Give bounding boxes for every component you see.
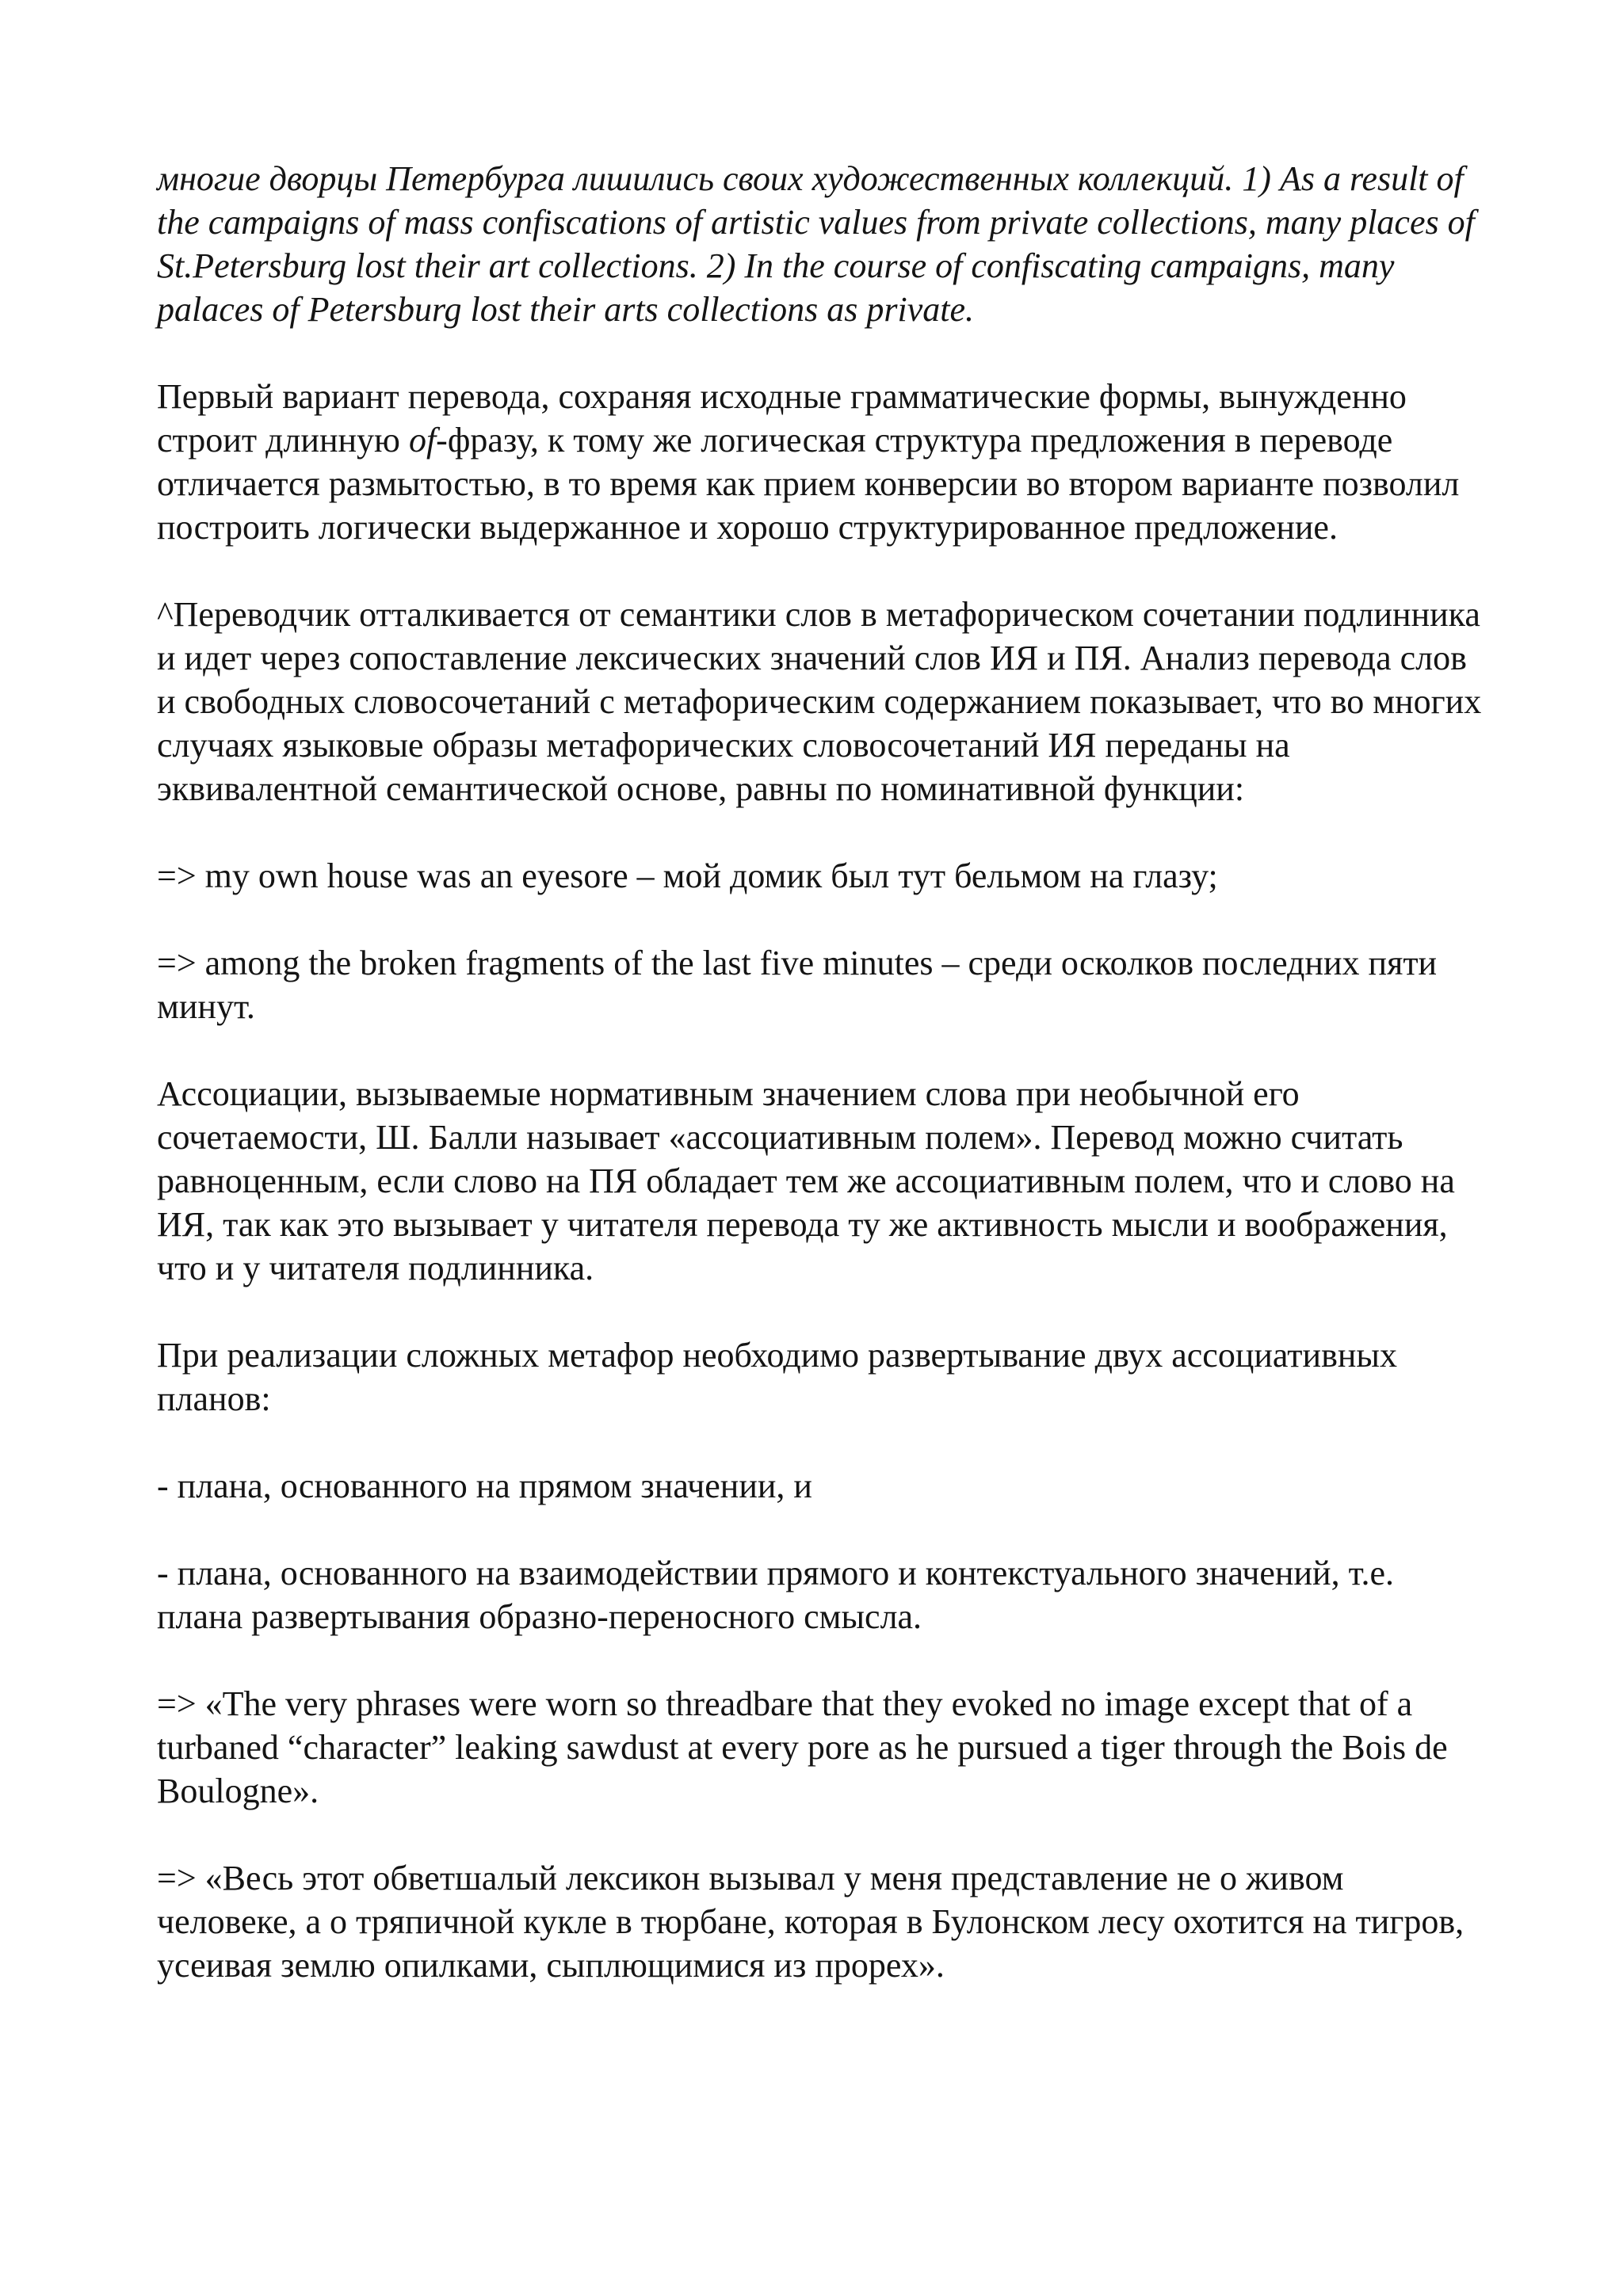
paragraph-metaphor-semantics: ^Переводчик отталкивается от семантики слов в метафорическом сочетании подлинника и идет через сопоставление лексических значений слов ИЯ и ПЯ. Анализ перевода слов и свободных словосочетаний с метафорическим содержанием показывает, что во многих случаях языковые образы метафорических словосочетаний ИЯ переданы на эквивалентной семантической основе, равны по номинативной функции:	[157, 595, 1482, 808]
italic-term: of	[408, 421, 437, 460]
paragraph-associative-field: Ассоциации, вызываемые нормативным значением слова при необычной его сочетаемости, Ш. Балли называет «ассоциативным полем». Перевод можно считать равноценным, если слово на ПЯ обладает тем же ассоциативным полем, что и слово на ИЯ, так как это вызывает у читателя перевода ту же активность мысли и воображения, что и у читателя подлинника.	[157, 1074, 1455, 1287]
paragraph-complex-metaphors: При реализации сложных метафор необходимо развертывание двух ассоциативных планов:	[157, 1336, 1397, 1418]
paragraph-text: Первый вариант перевода, сохраняя исходные грамматические формы, вынужденно строит длинную	[157, 377, 1407, 460]
example-broken-fragments: => among the broken fragments of the last five minutes – среди осколков последних пяти минут.	[157, 944, 1438, 1026]
list-item-contextual-meaning: - плана, основанного на взаимодействии прямого и контекстуального значений, т.е. плана развертывания образно-переносного смысла.	[157, 1554, 1395, 1636]
paragraph-first-variant-analysis	[157, 375, 1488, 549]
paragraph-translation-examples: многие дворцы Петербурга лишились своих художественных коллекций. 1) As a result of the campaigns of mass confiscations of artistic values from private collections, many places of St.Petersburg lost their art collections. 2) In the course of confiscating campaigns, many palaces of Petersburg lost their arts collections as private.	[157, 159, 1475, 329]
example-eyesore: => my own house was an eyesore – мой домик был тут бельмом на глазу;	[157, 856, 1218, 895]
list-item-direct-meaning: - плана, основанного на прямом значении, и	[157, 1466, 812, 1505]
document-page	[157, 157, 1488, 2031]
example-russian-quote: => «Весь этот обветшалый лексикон вызывал у меня представление не о живом человеке, а о тряпичной кукле в тюрбане, которая в Булонском лесу охотится на тигров, усеивая землю опилками, сыплющимися из прорех».	[157, 1859, 1465, 1985]
example-english-quote: => «The very phrases were worn so threadbare that they evoked no image except that of a turbaned “character” leaking sawdust at every pore as he pursued a tiger through the Bois de Boulogne».	[157, 1684, 1448, 1810]
paragraph-text: -фразу, к тому же логическая структура предложения в переводе отличается размытостью, в то время как прием конверсии во втором варианте позволил построить логически выдержанное и хорошо структурированное предложение.	[157, 421, 1460, 547]
